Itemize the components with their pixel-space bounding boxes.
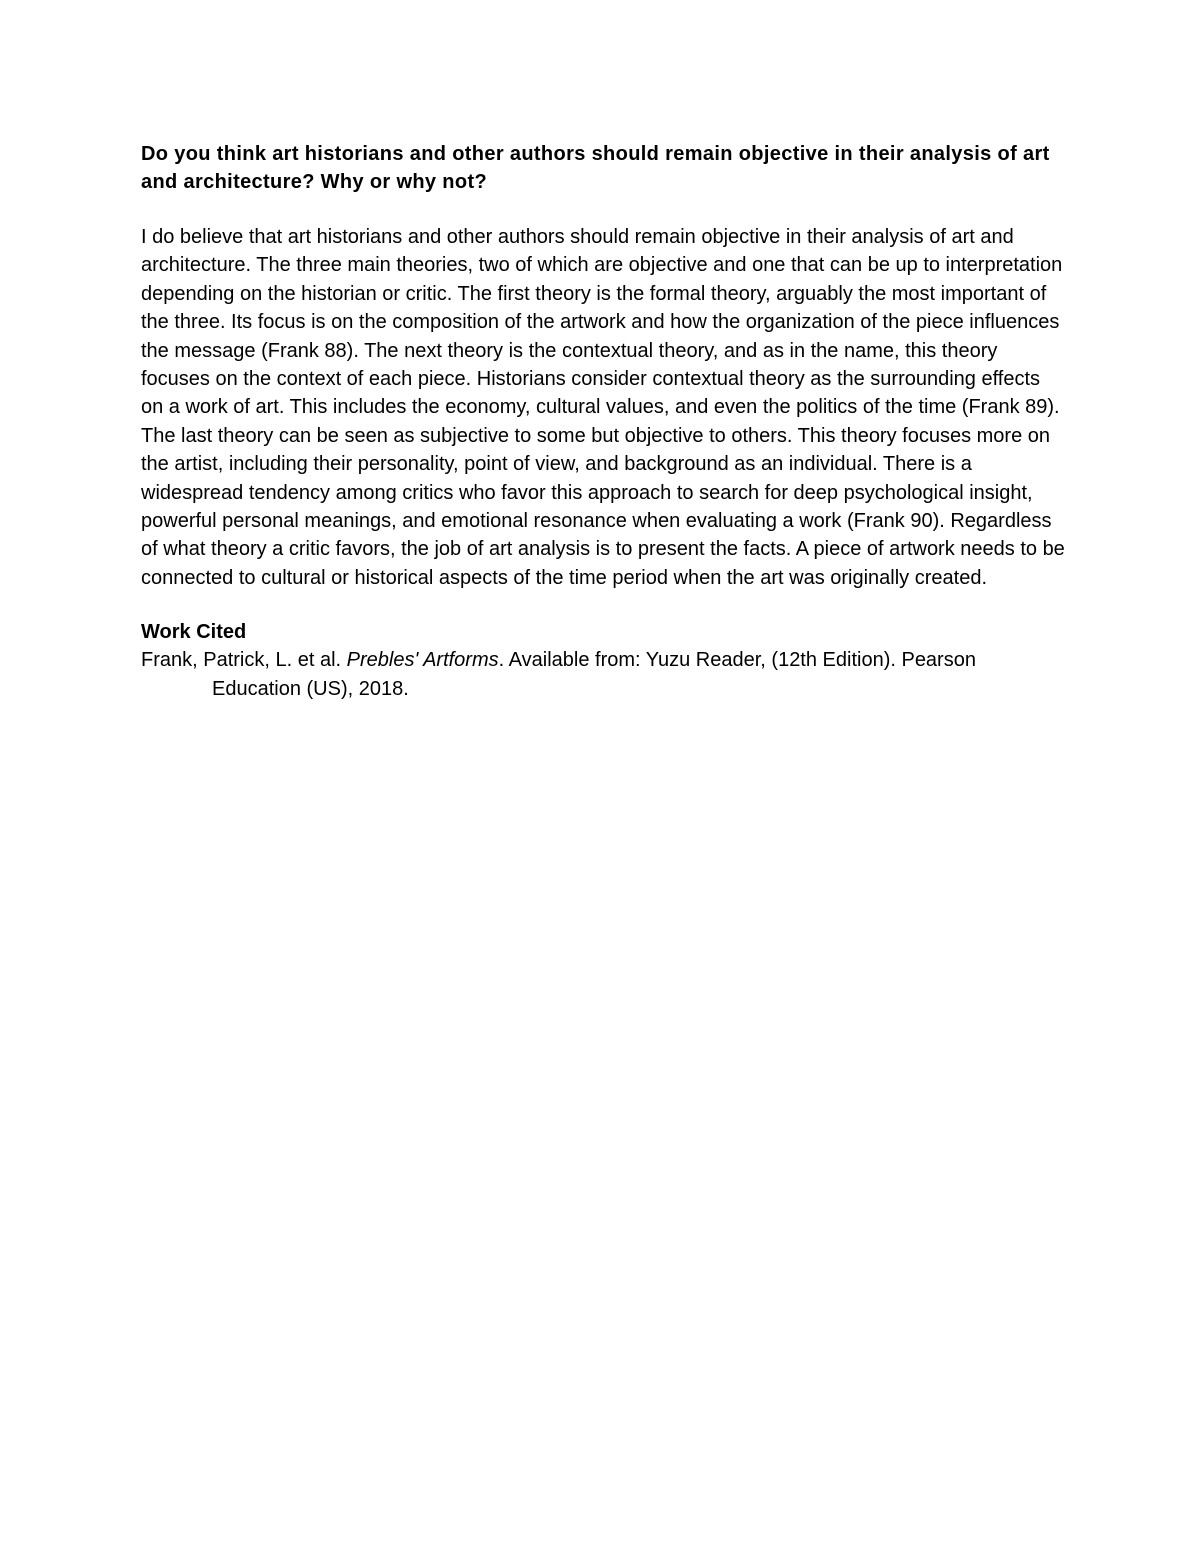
essay-question: Do you think art historians and other authors should remain objective in their analysis of art and architecture? Why or why not?	[141, 143, 1050, 193]
citation-entry	[141, 646, 1066, 703]
citation-details: . Available from: Yuzu Reader, (12th Edition). Pearson Education (US), 2018.	[212, 649, 976, 700]
works-cited-heading: Work Cited	[141, 621, 247, 644]
citation-authors: Frank, Patrick, L. et al.	[141, 649, 347, 672]
citation-title: Prebles' Artforms	[346, 649, 499, 672]
document-page	[141, 140, 1066, 703]
essay-answer: I do believe that art historians and other authors should remain objective in their analysis of art and architecture. The three main theories, two of which are objective and one that can be up to interpretation depending on the historian or critic. The first theory is the formal theory, arguably the most important of the three. Its focus is on the composition of the artwork and how the organization of the piece influences the message (Frank 88). The next theory is the contextual theory, and as in the name, this theory focuses on the context of each piece. Historians consider contextual theory as the surrounding effects on a work of art. This includes the economy, cultural values, and even the politics of the time (Frank 89). The last theory can be seen as subjective to some but objective to others. This theory focuses more on the artist, including their personality, point of view, and background as an individual. There is a widespread tendency among critics who favor this approach to search for deep psychological insight, powerful personal meanings, and emotional resonance when evaluating a work (Frank 90). Regardless of what theory a critic favors, the job of art analysis is to present the facts. A piece of artwork needs to be connected to cultural or historical aspects of the time period when the art was originally created.	[141, 226, 1065, 589]
